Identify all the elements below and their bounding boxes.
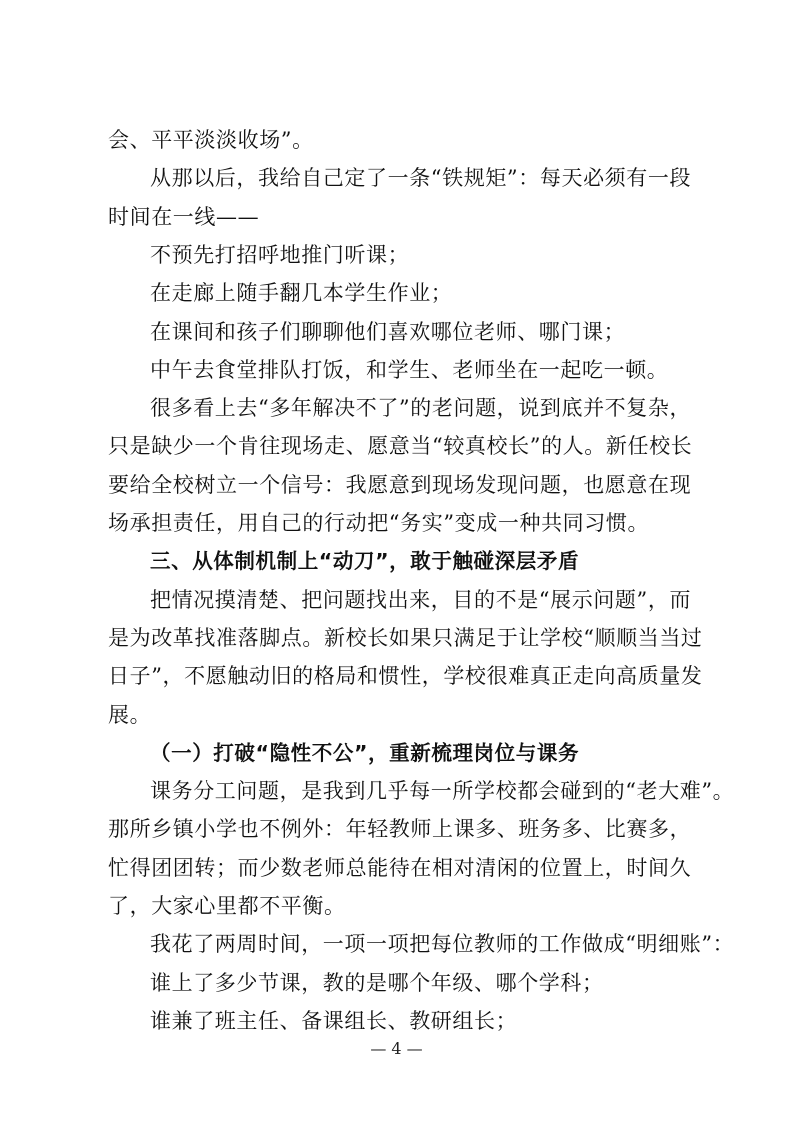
page-number: — 4 — xyxy=(370,1039,423,1058)
paragraph-line-5: 只是缺少一个肯往现场走、愿意当“较真校长”的人。新任校长 xyxy=(108,434,693,458)
paragraph-line-7: 场承担责任，用自己的行动把“务实”变成一种共同习惯。 xyxy=(108,511,650,535)
paragraph-line-4: 很多看上去“多年解决不了”的老问题，说到底并不复杂， xyxy=(150,396,692,420)
paragraph-line-3: 时间在一线—— xyxy=(108,205,260,229)
paragraph-line-15: 了，大家心里都不平衡。 xyxy=(108,894,346,918)
paragraph-line-16: 我花了两周时间，一项一项把每位教师的工作做成“明细账”： xyxy=(150,932,735,956)
paragraph-line-14: 忙得团团转；而少数老师总能待在相对清闲的位置上，时间久 xyxy=(108,856,692,880)
subsection-heading-1: （一）打破“隐性不公”，重新梳理岗位与课务 xyxy=(150,741,580,765)
section-heading-3: 三、从体制机制上“动刀”，敢于触碰深层矛盾 xyxy=(150,549,580,573)
list-item-3: 在课间和孩子们聊聊他们喜欢哪位老师、哪门课； xyxy=(150,320,626,344)
paragraph-line-9: 是为改革找准落脚点。新校长如果只满足于让学校“顺顺当当过 xyxy=(108,626,703,650)
paragraph-line-1: 会、平平淡淡收场”。 xyxy=(108,128,314,152)
paragraph-line-2: 从那以后，我给自己定了一条“铁规矩”：每天必须有一段 xyxy=(150,166,692,190)
list-item-6: 谁兼了班主任、备课组长、教研组长； xyxy=(150,1009,518,1033)
paragraph-line-10: 日子”，不愿触动旧的格局和惯性，学校很难真正走向高质量发 xyxy=(108,664,703,688)
list-item-2: 在走廊上随手翻几本学生作业； xyxy=(150,281,453,305)
list-item-1: 不预先打招呼地推门听课； xyxy=(150,243,410,267)
paragraph-line-8: 把情况摸清楚、把问题找出来，目的不是“展示问题”，而 xyxy=(150,588,692,612)
paragraph-line-12: 课务分工问题，是我到几乎每一所学校都会碰到的“老大难”。 xyxy=(150,779,735,803)
list-item-5: 谁上了多少节课，教的是哪个年级、哪个学科； xyxy=(150,971,604,995)
paragraph-line-13: 那所乡镇小学也不例外：年轻教师上课多、班务多、比赛多， xyxy=(108,817,692,841)
list-item-4: 中午去食堂排队打饭，和学生、老师坐在一起吃一顿。 xyxy=(150,358,669,382)
paragraph-line-6: 要给全校树立一个信号：我愿意到现场发现问题，也愿意在现 xyxy=(108,473,692,497)
paragraph-line-11: 展。 xyxy=(108,703,152,727)
